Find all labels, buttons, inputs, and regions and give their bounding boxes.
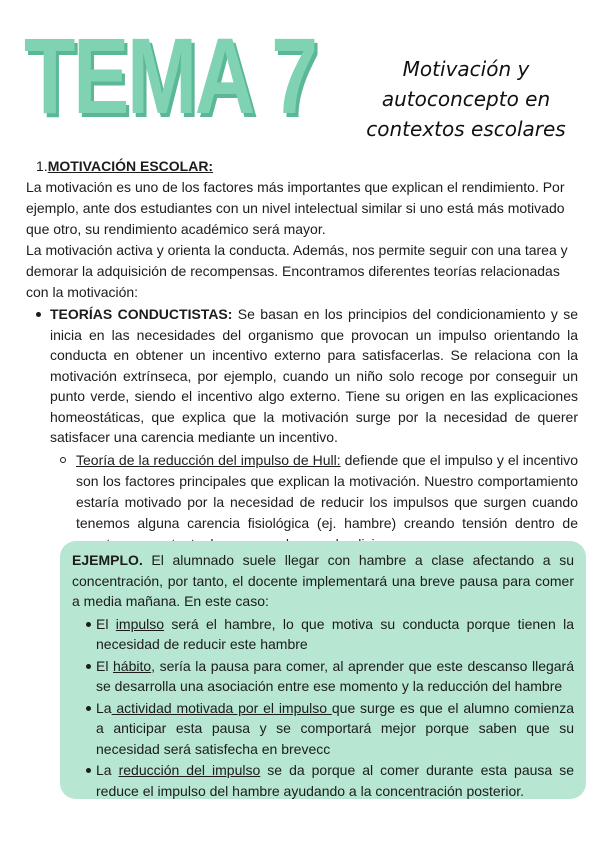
example-item (72, 698, 574, 760)
example-intro (72, 550, 574, 612)
example-item-term: hábito (113, 657, 152, 674)
circle-bullet-icon (60, 457, 66, 463)
sub-list-item-text (76, 450, 578, 555)
sub-list-item (26, 450, 578, 555)
example-item-post: que surge es que el alumno comienza a anticipar esta pausa y se comportará mejor porque saben que su necesidad será satisfecha en brevecc (96, 699, 574, 757)
example-intro-text: El alumnado suele llegar con hambre a clase afectando a su concentración, por tanto, el docente implementará una breve pausa para comer a media mañana. En este caso: (72, 552, 574, 609)
example-item-post: , sería la pausa para comer, al aprender que este descanso llegará se desarrolla una asociación entre ese momento y la reducción del hambre (96, 657, 574, 694)
example-item-text (96, 698, 574, 760)
example-item-term: reducción del impulso (118, 762, 261, 778)
bullet-icon (86, 664, 91, 669)
example-box (60, 541, 586, 799)
page-subtitle (340, 54, 592, 144)
subtitle-line: contextos escolares (366, 117, 566, 141)
bullet-icon (86, 622, 91, 627)
paragraph: La motivación es uno de los factores más importantes que explican el rendimiento. Por ejemplo, ante dos estudiantes con un nivel intelectual similar si uno está más motivado que otro, su rendimiento académico será mayor. (26, 179, 565, 237)
section-heading (26, 156, 578, 176)
example-item-term: actividad motivada por el impulso (111, 699, 332, 716)
example-item (72, 656, 574, 697)
section-title: MOTIVACIÓN ESCOLAR: (47, 158, 214, 174)
example-item-pre: La (96, 762, 119, 778)
subtitle-line: autoconcepto en (381, 87, 551, 111)
example-item-pre: La (96, 699, 112, 716)
list-item-lead: TEORÍAS CONDUCTISTAS: (50, 306, 233, 322)
paragraph: La motivación activa y orienta la conducta. Además, nos permite seguir con una tarea y demorar la adquisición de recompensas. Encontramos diferentes teorías relacionadas con la motivación: (26, 242, 568, 300)
sub-list-item-body: defiende que el impulso y el incentivo son los factores principales que explican la motivación. Nuestro comportamiento estaría motivado por la necesidad de reducir los impulsos que surgen cuando tenemos alguna carencia fisiológica (ej. hambre) creando tensión dentro de (76, 451, 578, 531)
bullet-icon (36, 312, 41, 317)
example-item-term: impulso (115, 615, 165, 632)
example-item-pre: El (96, 615, 116, 632)
list-item-text (50, 304, 578, 448)
bullet-icon (86, 706, 91, 711)
document-body (26, 156, 578, 555)
example-item-pre: El (96, 657, 113, 674)
bullet-icon (86, 768, 91, 773)
list-item-body: Se basan en los principios del condicionamiento y se inicia en las necesidades del organismo que provocan un impulso orientando la conducta en obtener un incentivo externo para satisfacerlas. Se relaciona con la motivación extrínseca, por ejemplo, cuando un niño solo recoge por conseguir un punto verde, siendo el incentivo algo externo. Tiene su origen en las explicaciones homeostáticas, que explica que la motivación surge por la necesidad de querer satisfacer una carencia mediante un incentivo. (50, 306, 578, 445)
example-item (72, 614, 574, 655)
page-title: TEMA 7 (24, 15, 316, 136)
list-item (26, 304, 578, 448)
example-item-post: será el hambre, lo que motiva su conducta porque tienen la necesidad de reducir este hambre (96, 615, 574, 652)
example-list (72, 614, 574, 802)
example-item-text (96, 614, 574, 655)
subtitle-line: Motivación y (402, 57, 530, 81)
example-item (72, 760, 574, 801)
example-item-text (96, 656, 574, 697)
sub-list-item-lead: Teoría de la reducción del impulso de Hull: (76, 451, 341, 468)
example-item-post: se da porque al comer durante esta pausa se reduce el impulso del hambre ayudando a la concentración posterior. (96, 762, 574, 799)
example-label: EJEMPLO. (72, 552, 143, 568)
example-item-text (96, 760, 574, 801)
section-number: 1. (36, 158, 48, 174)
